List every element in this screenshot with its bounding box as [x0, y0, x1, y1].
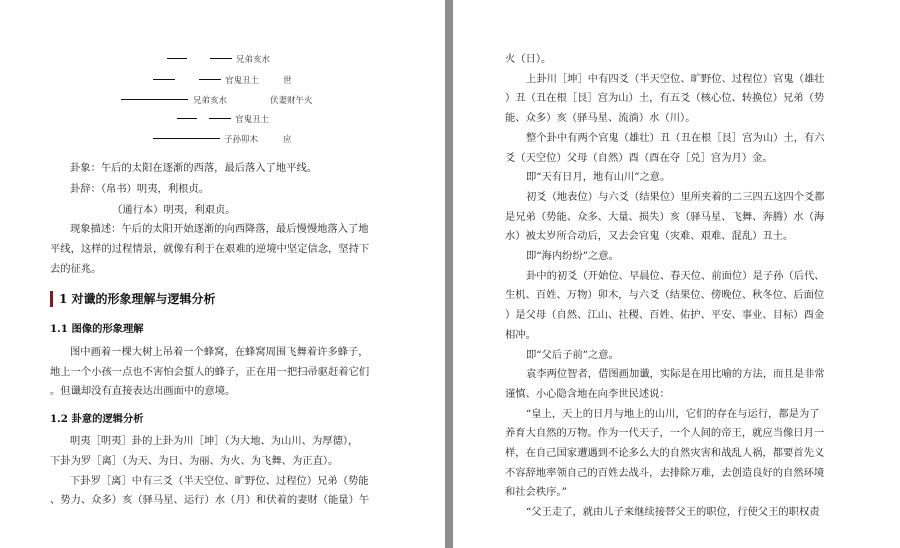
hexagram-line-5	[0, 74, 445, 85]
yang-segment	[153, 138, 220, 139]
right-page-line: 是兄弟（势能、众多、大量、损失）亥（驿马星、飞舞、奔腾）水（海	[505, 210, 825, 223]
right-page-line: 即“天有日月，地有山川”之意。	[526, 171, 671, 184]
yang-segment	[121, 99, 188, 100]
hexagram-line-6	[0, 53, 445, 64]
gua-xiang: 卦象：午后的太阳在逐渐的西落，最后落入了地平线。	[70, 162, 318, 174]
yin-segment-left	[153, 79, 175, 80]
logic-para-line: 明夷［明夷］卦的上卦为川［坤］（为大地、为山川、为厚德），	[70, 435, 359, 447]
hidden-line-label: 伏妻财午火	[270, 96, 313, 106]
image-para-line: 地上一个小孩一点也不害怕会蜇人的蜂子，正在用一把扫帚驱赶着它们	[50, 366, 370, 378]
right-page-line: 即“父后子前”之意。	[526, 348, 619, 361]
image-para-line: 。但谶却没有直接表达出画面中的意境。	[50, 385, 236, 397]
right-page-line: 样，在自己国家遭遇到不论多么大的自然灾害和战乱人祸，都要首先义	[505, 447, 825, 459]
right-page-line: 生机、百姓、万物）卯木，与六爻（结果位、傍晚位、秋冬位、后面位	[505, 289, 825, 302]
yin-segment-right	[199, 79, 221, 80]
right-page-line: 谨慎、小心隐含地在向李世民述说：	[505, 387, 670, 400]
right-page-line: 能、众多）亥（驿马星、流淌）水（川）。	[505, 112, 696, 125]
subsection-heading: 1.2 卦意的逻辑分析	[50, 413, 144, 425]
logic-para-line: 、势力、众多）亥（驿马星、运行）水（月）和伏着的妻财（能量）午	[50, 494, 370, 506]
line-label: 官鬼丑土	[235, 115, 270, 125]
gua-ci-alt: （通行本）明夷，利艰贞。	[112, 204, 236, 216]
yin-segment-right	[210, 58, 232, 59]
left-page	[0, 0, 445, 548]
right-page-line: 卦中的初爻（开始位、早晨位、春天位、前面位）是子孙（后代、	[526, 269, 825, 282]
right-page-line: 初爻（地表位）与六爻（结果位）里所夹着的二三四五这四个爻都	[526, 190, 825, 203]
right-page-line: 爻（天空位）父母（自然）酉（酉在夺［兑］宫为月）金。	[505, 151, 773, 164]
right-page	[453, 0, 900, 548]
right-page-line: “父王走了，就由儿子来继续接替父王的职位，行使父王的职权责	[526, 506, 820, 519]
logic-para-line: 下卦为罗［离］（为天、为日、为丽、为火、为飞舞、为正直）。	[50, 455, 339, 467]
right-page-line: 整个卦中有两个官鬼（雄壮）丑（丑在根［艮］宫为山）土，有六	[526, 131, 825, 144]
hexagram-line-2	[0, 133, 445, 144]
right-page-line: 相冲。	[505, 328, 536, 341]
line-label: 官鬼丑土	[225, 76, 260, 86]
right-page-line: 不容辞地率领自己的百姓去战斗，去排除万难，去创造良好的自然环境	[505, 466, 825, 479]
description-line: 现象描述：午后的太阳开始逐渐的向西降落，最后慢慢地落入了地	[70, 223, 369, 235]
section-heading: 1 对谶的形象理解与逻辑分析	[50, 291, 216, 307]
line-label: 兄弟亥水	[193, 96, 228, 106]
hexagram-line-4	[0, 94, 445, 105]
logic-para-line: 下卦罗［离］中有三爻（半天空位、旷野位、过程位）兄弟（势能	[70, 475, 369, 487]
hexagram-line-3	[0, 113, 445, 124]
image-para-line: 图中画着一棵大树上吊着一个蜂窝，在蜂窝周围飞舞着许多蜂子，	[70, 346, 369, 358]
page-divider	[445, 0, 453, 548]
line-label: 兄弟亥水	[236, 55, 271, 65]
gua-ci: 卦辞：（帛书）明夷，利根贞。	[70, 183, 210, 195]
line-label: 子孙卯木	[224, 135, 259, 145]
right-page-line: ）丑（丑在根［艮］宫为山）土，有五爻（核心位、转换位）兄弟（势	[505, 92, 825, 105]
right-page-line: ）是父母（自然、江山、社稷、百姓、佑护、平安、事业、目标）酉金	[505, 309, 825, 322]
right-page-line: 养育大自然的万物。作为一代天子，一个人间的帝王，就应当像日月一	[505, 427, 825, 440]
description-line: 去的征兆。	[50, 263, 102, 275]
description-line: 平线，这样的过程情景，就像有利于在艰难的逆境中坚定信念，坚持下	[50, 243, 370, 255]
ying-marker: 应	[283, 135, 292, 145]
subsection-heading: 1.1 图像的形象理解	[50, 323, 144, 335]
right-page-line: 和社会秩序。”	[505, 486, 567, 499]
right-page-line: 上卦川［坤］中有四爻（半天空位、旷野位、过程位）官鬼（雄壮	[526, 72, 825, 85]
right-page-line: 水）被太岁所合动后，又去会官鬼（灾难、艰难、混乱）丑土。	[505, 230, 794, 243]
right-page-line: 火（日）。	[505, 53, 552, 65]
right-page-line: 即“海内纷纷”之意。	[526, 250, 619, 262]
yin-segment-right	[209, 118, 231, 119]
shi-marker: 世	[283, 76, 292, 86]
right-page-line: 袁李两位智者，借图画加谶，实际是在用比喻的方法，而且是非常	[526, 368, 825, 381]
yin-segment-left	[177, 118, 197, 119]
right-page-line: “皇上，天上的日月与地上的山川，它们的存在与运行，都是为了	[526, 407, 820, 420]
yin-segment-left	[167, 58, 187, 59]
